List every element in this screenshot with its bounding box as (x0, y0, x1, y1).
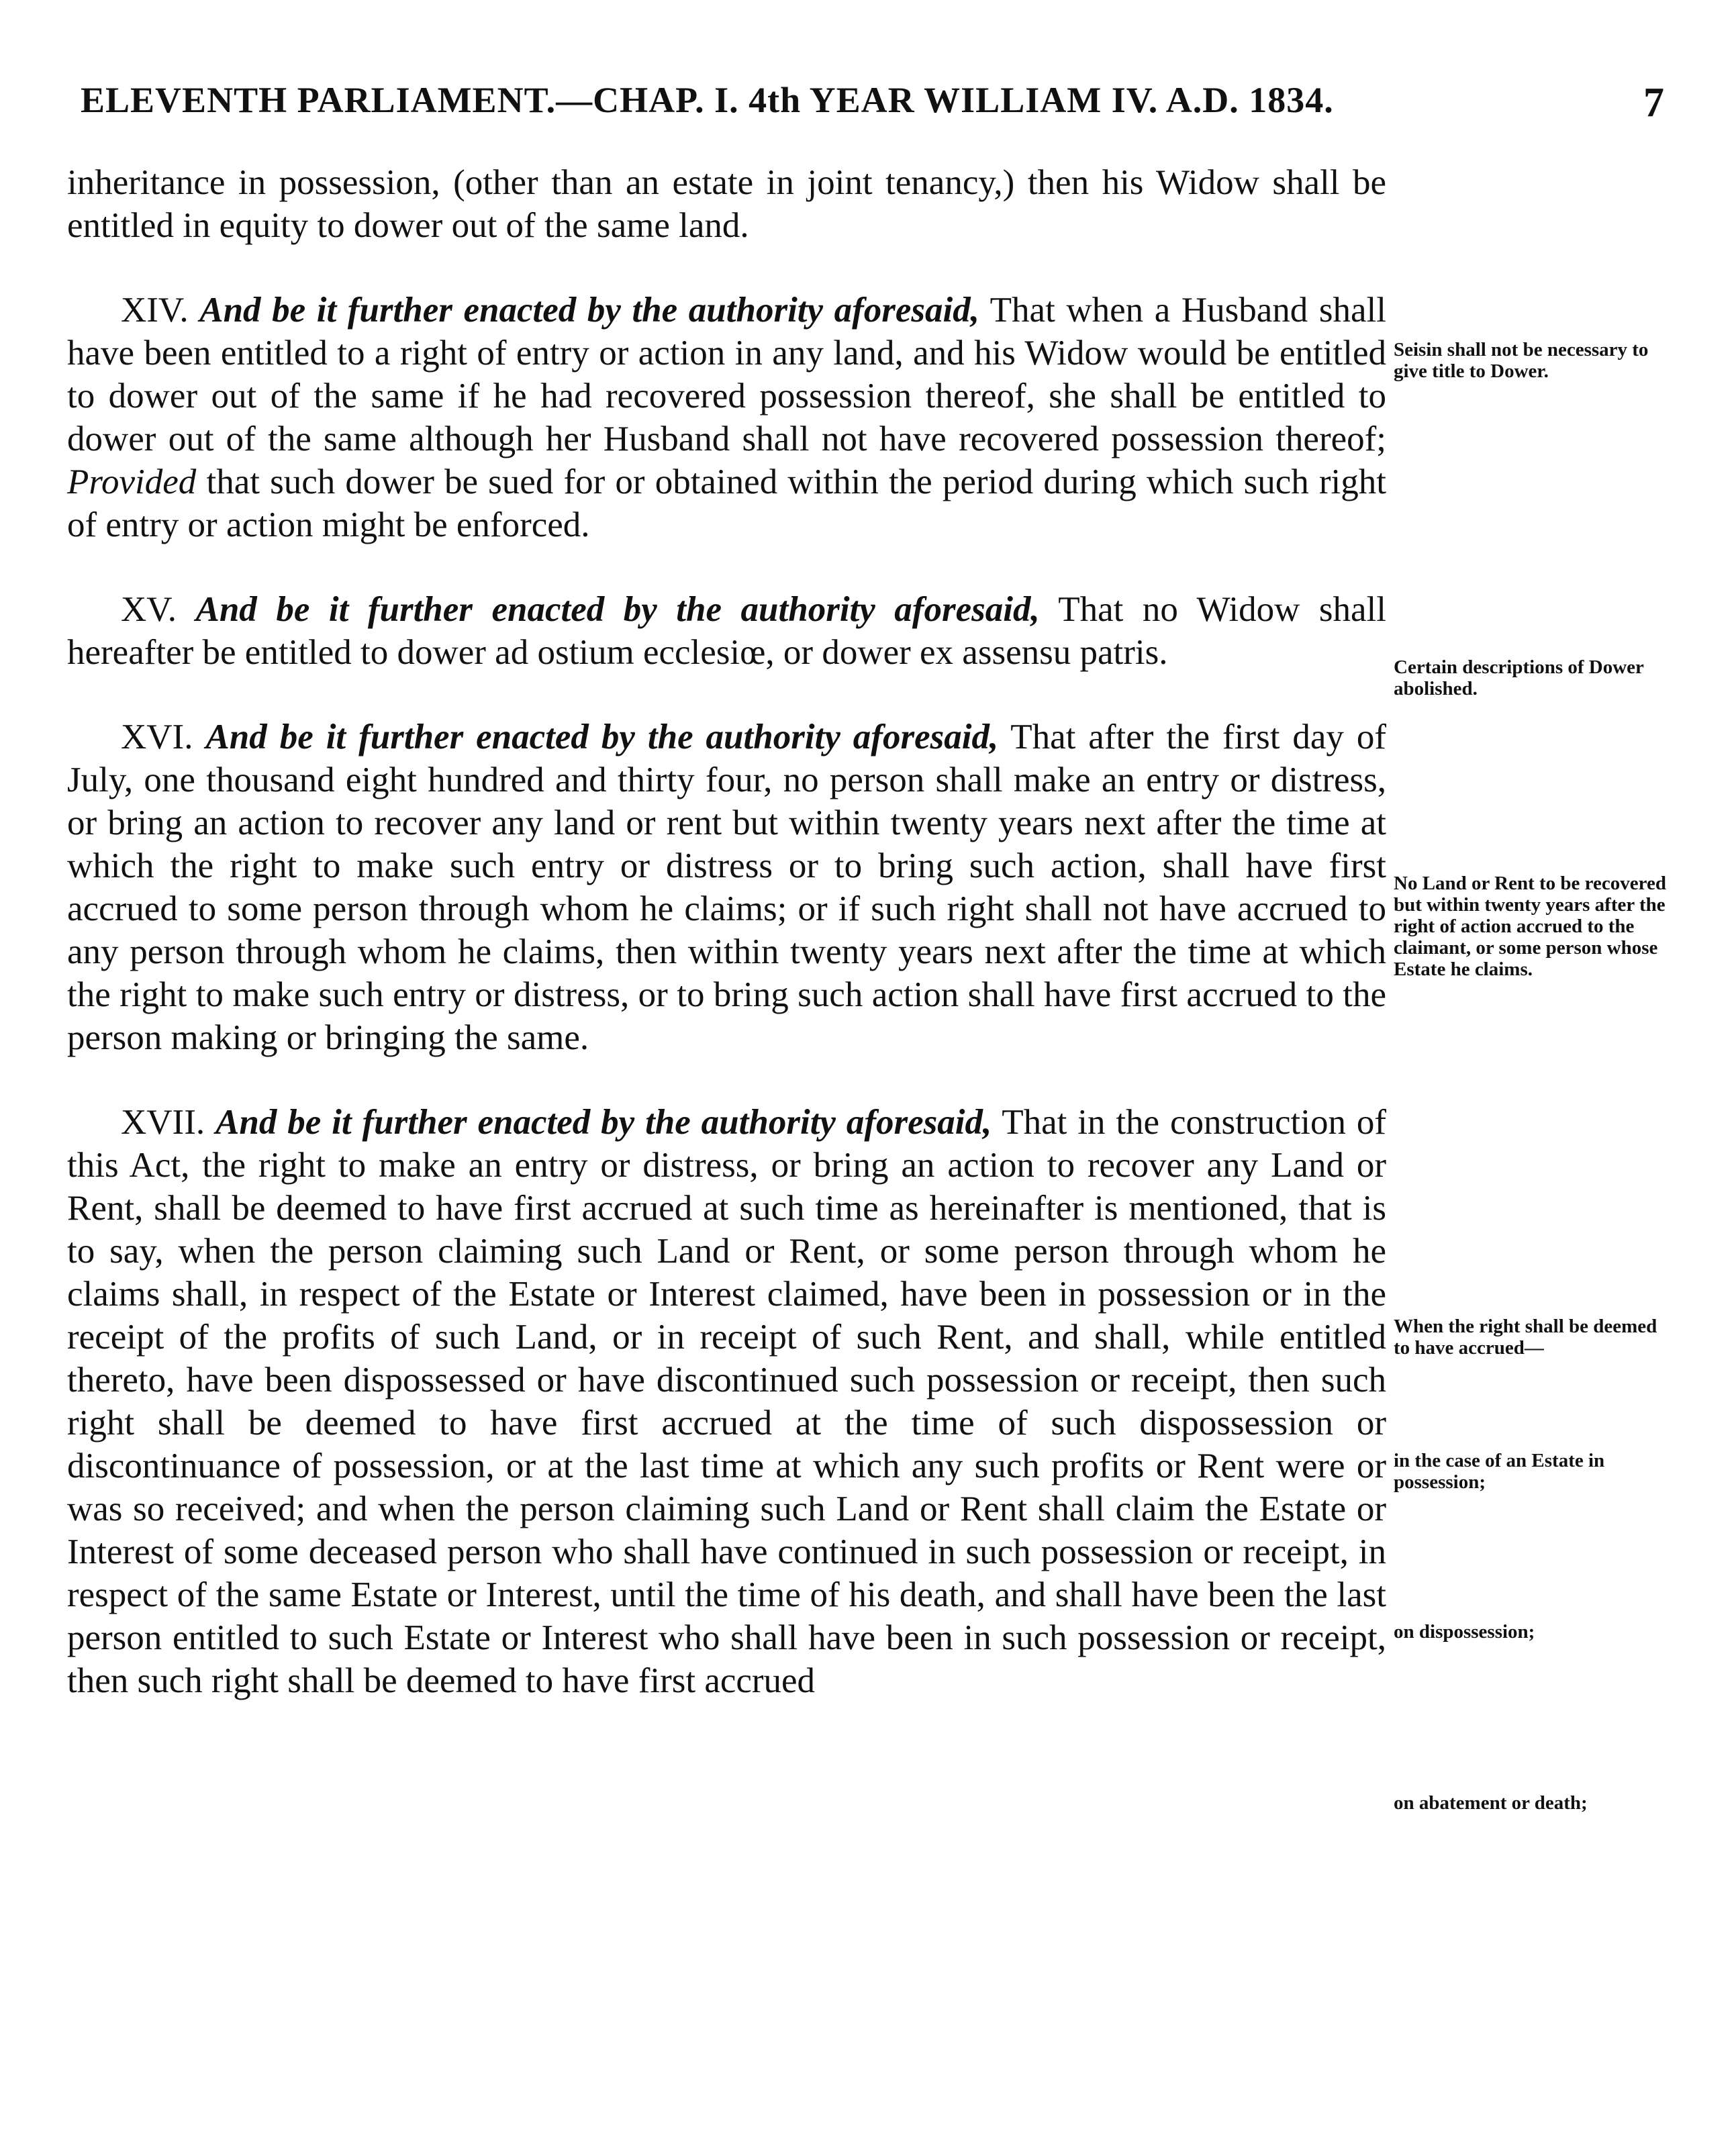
section-xv (67, 588, 1386, 674)
section-number: XVII. (121, 1103, 205, 1142)
proviso-word: Provided (67, 462, 197, 501)
enacting-clause: And be it further enacted by the authority aforesaid, (195, 590, 1040, 629)
paragraph-continuation (67, 161, 1386, 247)
section-number: XV. (121, 590, 177, 629)
section-text: That after the first day of July, one thousand eight hundred and thirty four, no person shall make an entry or distress, or bring an action to recover any land or rent but within twenty years next after the time at which the right to make such entry or distress or to bring such action, shall have first accrued to some person through whom he claims; or if such right shall not have accrued to any person through whom he claims, then within twenty years next after the time at which the right to make such entry or distress, or to bring such action shall have first accrued to the person making or bringing the same. (67, 718, 1387, 1057)
running-title: ELEVENTH PARLIAMENT.—CHAP. I. 4th YEAR WILLIAM IV. A.D. 1834. (81, 80, 1334, 120)
enacting-clause: And be it further enacted by the authority aforesaid, (199, 291, 980, 330)
section-text: That no Widow shall hereafter be entitled to dower ad ostium ecclesiœ, or dower ex assensu patris. (67, 590, 1386, 672)
section-text: That when a Husband shall have been entitled to a right of entry or action in any land, and his Widow would be entitled to dower out of the same if he had recovered possession thereof, she shall be entitled to dower out of the same although her Husband shall not have recovered possession thereof; (67, 291, 1386, 458)
marginal-note-abatement: on abatement or death; (1394, 1792, 1588, 1814)
marginal-note-seisin: Seisin shall not be necessary to give title to Dower. (1394, 339, 1649, 382)
paragraph-text: inheritance in possession, (other than an estate in joint tenancy,) then his Widow shall be entitled in equity to dower out of the same land. (67, 163, 1386, 245)
section-xvii (67, 1101, 1386, 1702)
marginal-note-dower-abolished: Certain descriptions of Dower abolished. (1394, 656, 1644, 699)
section-xvi (67, 716, 1386, 1059)
proviso-text: that such dower be sued for or obtained within the period during which such right of entry or action might be enforced. (67, 462, 1387, 544)
marginal-note-twenty-years: No Land or Rent to be recovered but within twenty years after the right of action accrued to the claimant, or some person whose Estate he claims. (1394, 873, 1666, 980)
enacting-clause: And be it further enacted by the authority aforesaid, (215, 1103, 992, 1142)
enacting-clause: And be it further enacted by the authority aforesaid, (205, 718, 999, 756)
section-xiv (67, 289, 1386, 546)
body-text (67, 161, 1386, 1744)
marginal-note-dispossession: on dispossession; (1394, 1621, 1535, 1643)
marginal-note-right-accrued: When the right shall be deemed to have accrued— (1394, 1316, 1657, 1359)
page-header (81, 79, 1665, 133)
section-text: That in the construction of this Act, the right to make an entry or distress, or bring an action to recover any Land or Rent, shall be deemed to have first accrued at such time as hereinafter is mentioned, that is to say, when the person claiming such Land or Rent, or some person through whom he claims shall, in respect of the Estate or Interest claimed, have been in possession or in the receipt of the profits of such Land, or in receipt of such Rent, and shall, while entitled thereto, have been dispossessed or have discontinued such possession or receipt, then such right shall be deemed to have first accrued at the time of such dispossession or discontinuance of possession, or at the last time at which any such profits or Rent were or was so received; and when the person claiming such Land or Rent shall claim the Estate or Interest of some deceased person who shall have continued in such possession or receipt, in respect of the same Estate or Interest, until the time of his death, and shall have been the last person entitled to such Estate or Interest who shall have been in such possession or receipt, then such right shall be deemed to have first accrued (67, 1103, 1387, 1700)
section-number: XIV. (121, 291, 189, 330)
section-number: XVI. (121, 718, 193, 756)
marginal-note-estate-possession: in the case of an Estate in possession; (1394, 1450, 1605, 1493)
page-number: 7 (1643, 80, 1665, 126)
